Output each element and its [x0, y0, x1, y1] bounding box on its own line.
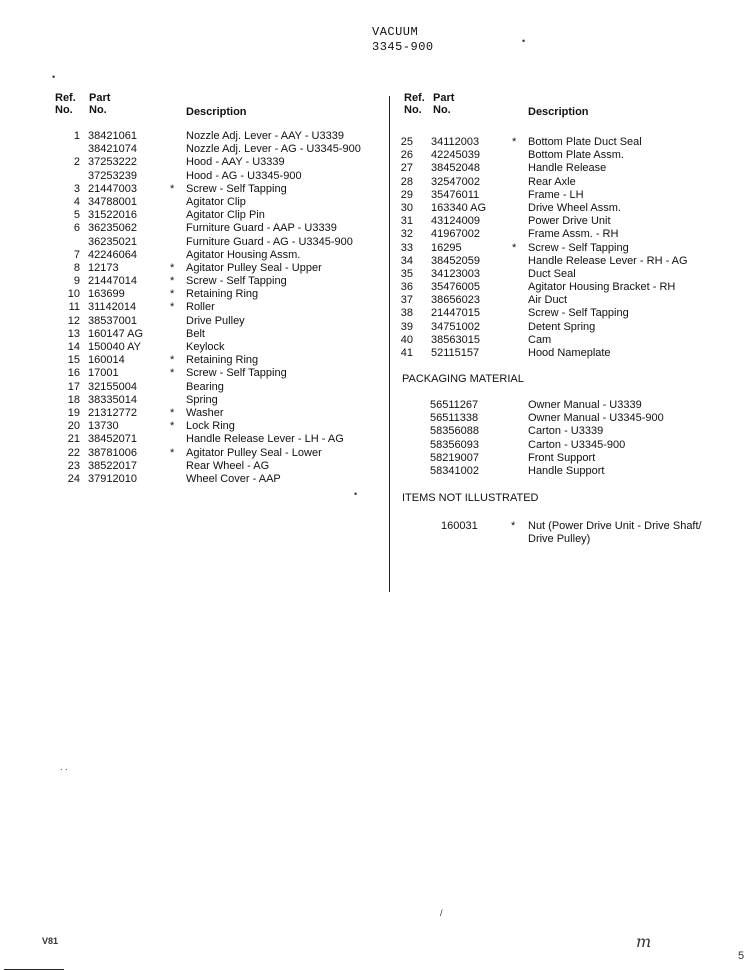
part-description: Retaining Ring [186, 354, 259, 367]
footnote-marker: * [512, 136, 517, 148]
part-number: 31142014 [88, 301, 137, 314]
part-number: 150040 AY [88, 341, 142, 353]
part-row [395, 268, 750, 281]
ref-number: 12 [67, 314, 80, 327]
part-number: 38781006 [88, 446, 137, 459]
not-illustrated-heading: ITEMS NOT ILLUSTRATED [402, 492, 539, 504]
ref-number: 15 [67, 354, 80, 367]
ref-number: 35 [400, 267, 413, 280]
part-number: 21447015 [431, 307, 480, 320]
ref-number: 17 [67, 380, 80, 393]
part-description: Bottom Plate Duct Seal [528, 136, 642, 148]
footnote-marker: * [170, 301, 175, 314]
scan-speck: • [52, 72, 56, 82]
part-number: 21447003 [88, 182, 137, 195]
part-row [0, 315, 385, 328]
part-number: 42245039 [431, 149, 480, 162]
part-description: Cam [528, 333, 552, 346]
part-description: Drive Pulley [186, 314, 245, 327]
packaging-heading: PACKAGING MATERIAL [402, 373, 524, 385]
part-row [0, 130, 385, 143]
column-divider [389, 96, 390, 592]
part-description: Spring [186, 393, 218, 406]
part-row [0, 236, 385, 249]
part-row [395, 307, 750, 320]
part-description: Rear Wheel - AG [186, 459, 270, 472]
part-description: Wheel Cover - AAP [186, 472, 281, 485]
ref-number: 6 [73, 222, 80, 235]
ref-number: 32 [400, 228, 413, 241]
part-description: Nut (Power Drive Unit - Drive Shaft/ [528, 520, 702, 532]
part-description: Handle Release [528, 162, 607, 175]
ref-number: 18 [67, 393, 80, 406]
part-row [395, 321, 750, 334]
part-description: Air Duct [528, 294, 568, 307]
footnote-marker: * [170, 275, 175, 288]
scan-speck: • [522, 36, 526, 46]
part-description: Furniture Guard - AAP - U3339 [186, 222, 337, 235]
part-description: Agitator Clip [186, 195, 246, 208]
footnote-marker: * [170, 446, 175, 459]
part-number: 38522017 [88, 459, 137, 472]
part-number: 43124009 [431, 215, 480, 228]
part-description: Screw - Self Tapping [528, 307, 629, 320]
part-number: 52115157 [431, 347, 480, 359]
ref-number: 33 [400, 241, 413, 254]
part-row [395, 399, 750, 412]
part-description: Washer [186, 406, 224, 419]
part-row [0, 407, 385, 420]
footnote-marker: * [170, 406, 175, 419]
footnote-marker: * [170, 367, 175, 380]
part-row [0, 156, 385, 169]
ref-number: 38 [400, 307, 413, 320]
part-description: Agitator Housing Bracket - RH [528, 281, 676, 294]
footnote-marker: * [512, 241, 517, 254]
ref-number: 9 [73, 275, 80, 288]
part-number: 35476005 [431, 281, 480, 294]
ref-number: 5 [73, 209, 80, 222]
ref-number: 27 [400, 162, 413, 175]
part-number: 32547002 [431, 175, 480, 188]
scan-speck: • [354, 489, 358, 499]
ref-number: 36 [400, 281, 413, 294]
ref-number: 16 [67, 367, 80, 380]
footnote-marker: * [170, 288, 175, 301]
part-description: Agitator Pulley Seal - Lower [186, 446, 322, 459]
part-row [395, 228, 750, 241]
part-description: Bottom Plate Assm. [528, 149, 624, 162]
part-description: Owner Manual - U3339 [528, 399, 642, 411]
part-description: Power Drive Unit [528, 215, 611, 228]
part-row [395, 149, 750, 162]
part-number: 37912010 [88, 472, 137, 485]
left-ref-header: Ref. No. [55, 92, 76, 116]
part-number: 56511267 [430, 399, 479, 411]
part-description: Frame Assm. - RH [528, 228, 619, 241]
part-number: 38335014 [88, 393, 137, 406]
part-description: Detent Spring [528, 320, 596, 333]
part-row [0, 354, 385, 367]
handwritten-initials: m [636, 932, 652, 951]
part-number: 56511338 [430, 412, 479, 425]
part-description: Frame - LH [528, 188, 584, 201]
model-number: 3345-900 [372, 40, 434, 54]
part-number: 38537001 [88, 314, 137, 327]
ref-number: 29 [400, 188, 413, 201]
part-number: 36235021 [88, 235, 137, 248]
right-description-header: Description [528, 106, 589, 118]
part-number: 35476011 [431, 188, 480, 201]
part-description: Furniture Guard - AG - U3345-900 [186, 235, 353, 248]
part-description: Belt [186, 327, 205, 340]
footnote-marker: * [170, 354, 175, 367]
ref-number: 34 [400, 254, 413, 267]
part-number: 42246064 [88, 248, 137, 261]
ref-number: 39 [400, 320, 413, 333]
part-number: 36235062 [88, 222, 137, 235]
part-row [395, 242, 750, 255]
part-number: 37253239 [88, 169, 137, 182]
part-row [0, 288, 385, 301]
part-row [395, 465, 750, 478]
ref-number: 3 [73, 182, 80, 195]
part-description: Screw - Self Tapping [186, 275, 287, 288]
part-description: Drive Wheel Assm. [528, 201, 621, 214]
ref-number: 20 [67, 420, 80, 433]
left-description-header: Description [186, 106, 247, 118]
part-row [395, 294, 750, 307]
part-row [395, 439, 750, 452]
part-description: Retaining Ring [186, 288, 259, 301]
part-number: 38421074 [88, 143, 137, 156]
page-header [372, 25, 434, 55]
part-description: Rear Axle [528, 175, 576, 188]
ref-number: 11 [68, 301, 80, 314]
part-number: 34112003 [431, 136, 480, 148]
part-row [0, 460, 385, 473]
part-description: Screw - Self Tapping [186, 182, 287, 195]
part-row [395, 176, 750, 189]
part-description: Nozzle Adj. Lever - AG - U3345-900 [186, 143, 361, 156]
part-description: Screw - Self Tapping [528, 241, 629, 254]
part-number: 38563015 [431, 333, 480, 346]
ref-number: 37 [400, 294, 413, 307]
ref-number: 23 [67, 459, 80, 472]
footnote-marker: * [511, 520, 516, 532]
footnote-marker: * [170, 182, 175, 195]
part-row [0, 367, 385, 380]
part-number: 13730 [88, 420, 119, 433]
part-row [0, 381, 385, 394]
left-part-header: Part No. [89, 92, 111, 116]
part-row [0, 341, 385, 354]
ref-number: 8 [73, 261, 80, 274]
part-row [0, 222, 385, 235]
part-row [395, 452, 750, 465]
part-number: 160014 [88, 354, 125, 367]
part-description: Duct Seal [528, 267, 576, 280]
ref-number: 1 [73, 130, 80, 142]
part-number: 38421061 [88, 130, 137, 142]
part-row [0, 143, 385, 156]
part-number: 58341002 [430, 464, 479, 477]
part-row [0, 170, 385, 183]
part-description: Agitator Housing Assm. [186, 248, 301, 261]
part-row [395, 412, 750, 425]
part-row [0, 196, 385, 209]
part-description: Owner Manual - U3345-900 [528, 412, 664, 425]
part-row [0, 473, 385, 486]
part-row [0, 328, 385, 341]
page-number: 5 [738, 950, 745, 962]
footnote-marker: * [170, 420, 175, 433]
document-title: VACUUM [372, 25, 419, 39]
part-row [395, 136, 750, 149]
ref-number: 7 [73, 248, 80, 261]
ref-number: 19 [67, 406, 80, 419]
part-row [395, 520, 750, 545]
footnote-marker: * [170, 261, 175, 274]
part-number: 58356088 [430, 425, 479, 438]
right-part-header: Part No. [433, 92, 455, 116]
part-number: 38452048 [431, 162, 480, 175]
part-number: 16295 [431, 241, 462, 254]
part-description: Carton - U3339 [528, 425, 604, 438]
ref-number: 13 [67, 327, 80, 340]
part-row [0, 249, 385, 262]
ref-number: 28 [400, 175, 413, 188]
part-row [395, 347, 750, 360]
part-description: Handle Support [528, 464, 605, 477]
part-number: 163340 AG [431, 201, 487, 214]
part-description: Roller [186, 301, 215, 314]
part-description: Agitator Pulley Seal - Upper [186, 261, 322, 274]
part-description: Hood Nameplate [528, 347, 611, 359]
part-row [395, 202, 750, 215]
part-number: 160031 [441, 520, 478, 532]
right-ref-header: Ref. No. [404, 92, 425, 116]
ref-number: 26 [400, 149, 413, 162]
part-row [0, 209, 385, 222]
ref-number: 40 [400, 333, 413, 346]
part-description: Handle Release Lever - RH - AG [528, 254, 688, 267]
scan-speck: . . [60, 762, 68, 772]
part-row [0, 183, 385, 196]
part-description: Bearing [186, 380, 224, 393]
part-row [0, 394, 385, 407]
ref-number: 24 [67, 472, 80, 485]
part-row [395, 425, 750, 438]
part-number: 41967002 [431, 228, 480, 241]
part-description: Hood - AG - U3345-900 [186, 169, 302, 182]
part-row [395, 281, 750, 294]
part-description: Carton - U3345-900 [528, 438, 626, 451]
part-row [0, 420, 385, 433]
part-number: 21447014 [88, 275, 137, 288]
left-parts-list [0, 130, 385, 486]
ref-number: 30 [400, 201, 413, 214]
part-number: 31522016 [88, 209, 137, 222]
part-number: 34751002 [431, 320, 480, 333]
part-number: 12173 [88, 261, 119, 274]
part-row [0, 433, 385, 446]
part-number: 160147 AG [88, 327, 144, 340]
part-number: 17001 [88, 367, 119, 380]
ref-number: 21 [67, 433, 80, 446]
part-number: 34788001 [88, 195, 137, 208]
not-illustrated-list [395, 520, 750, 545]
part-description: Handle Release Lever - LH - AG [186, 433, 344, 446]
ref-number: 22 [67, 446, 80, 459]
part-row [0, 301, 385, 314]
ref-number: 14 [67, 341, 80, 353]
part-description: Hood - AAY - U3339 [186, 156, 285, 169]
part-row [395, 334, 750, 347]
part-description: Front Support [528, 451, 596, 464]
part-description: Screw - Self Tapping [186, 367, 287, 380]
part-description: Agitator Clip Pin [186, 209, 265, 222]
part-description-continued: Drive Pulley) [528, 533, 591, 545]
part-number: 38452071 [88, 433, 137, 446]
part-number: 38656023 [431, 294, 480, 307]
ref-number: 4 [73, 195, 80, 208]
part-row [0, 447, 385, 460]
packaging-list [395, 399, 750, 478]
part-number: 163699 [88, 288, 125, 301]
part-row [395, 162, 750, 175]
part-number: 21312772 [88, 406, 137, 419]
part-number: 38452059 [431, 254, 480, 267]
ref-number: 25 [400, 136, 413, 148]
part-description: Keylock [186, 341, 225, 353]
ref-number: 2 [73, 156, 80, 169]
footer-code: V81 [42, 936, 59, 946]
part-number: 58219007 [430, 451, 479, 464]
part-number: 32155004 [88, 380, 137, 393]
part-number: 34123003 [431, 267, 480, 280]
part-description: Lock Ring [186, 420, 235, 433]
part-row [395, 255, 750, 268]
part-row [395, 215, 750, 228]
part-number: 37253222 [88, 156, 137, 169]
part-row [0, 262, 385, 275]
part-row [395, 189, 750, 202]
ref-number: 10 [67, 288, 80, 301]
part-description: Nozzle Adj. Lever - AAY - U3339 [186, 130, 344, 142]
scan-speck: / [440, 908, 443, 918]
ref-number: 41 [400, 347, 413, 359]
part-row [0, 275, 385, 288]
right-parts-list [395, 136, 750, 360]
part-number: 58356093 [430, 438, 479, 451]
ref-number: 31 [400, 215, 413, 228]
